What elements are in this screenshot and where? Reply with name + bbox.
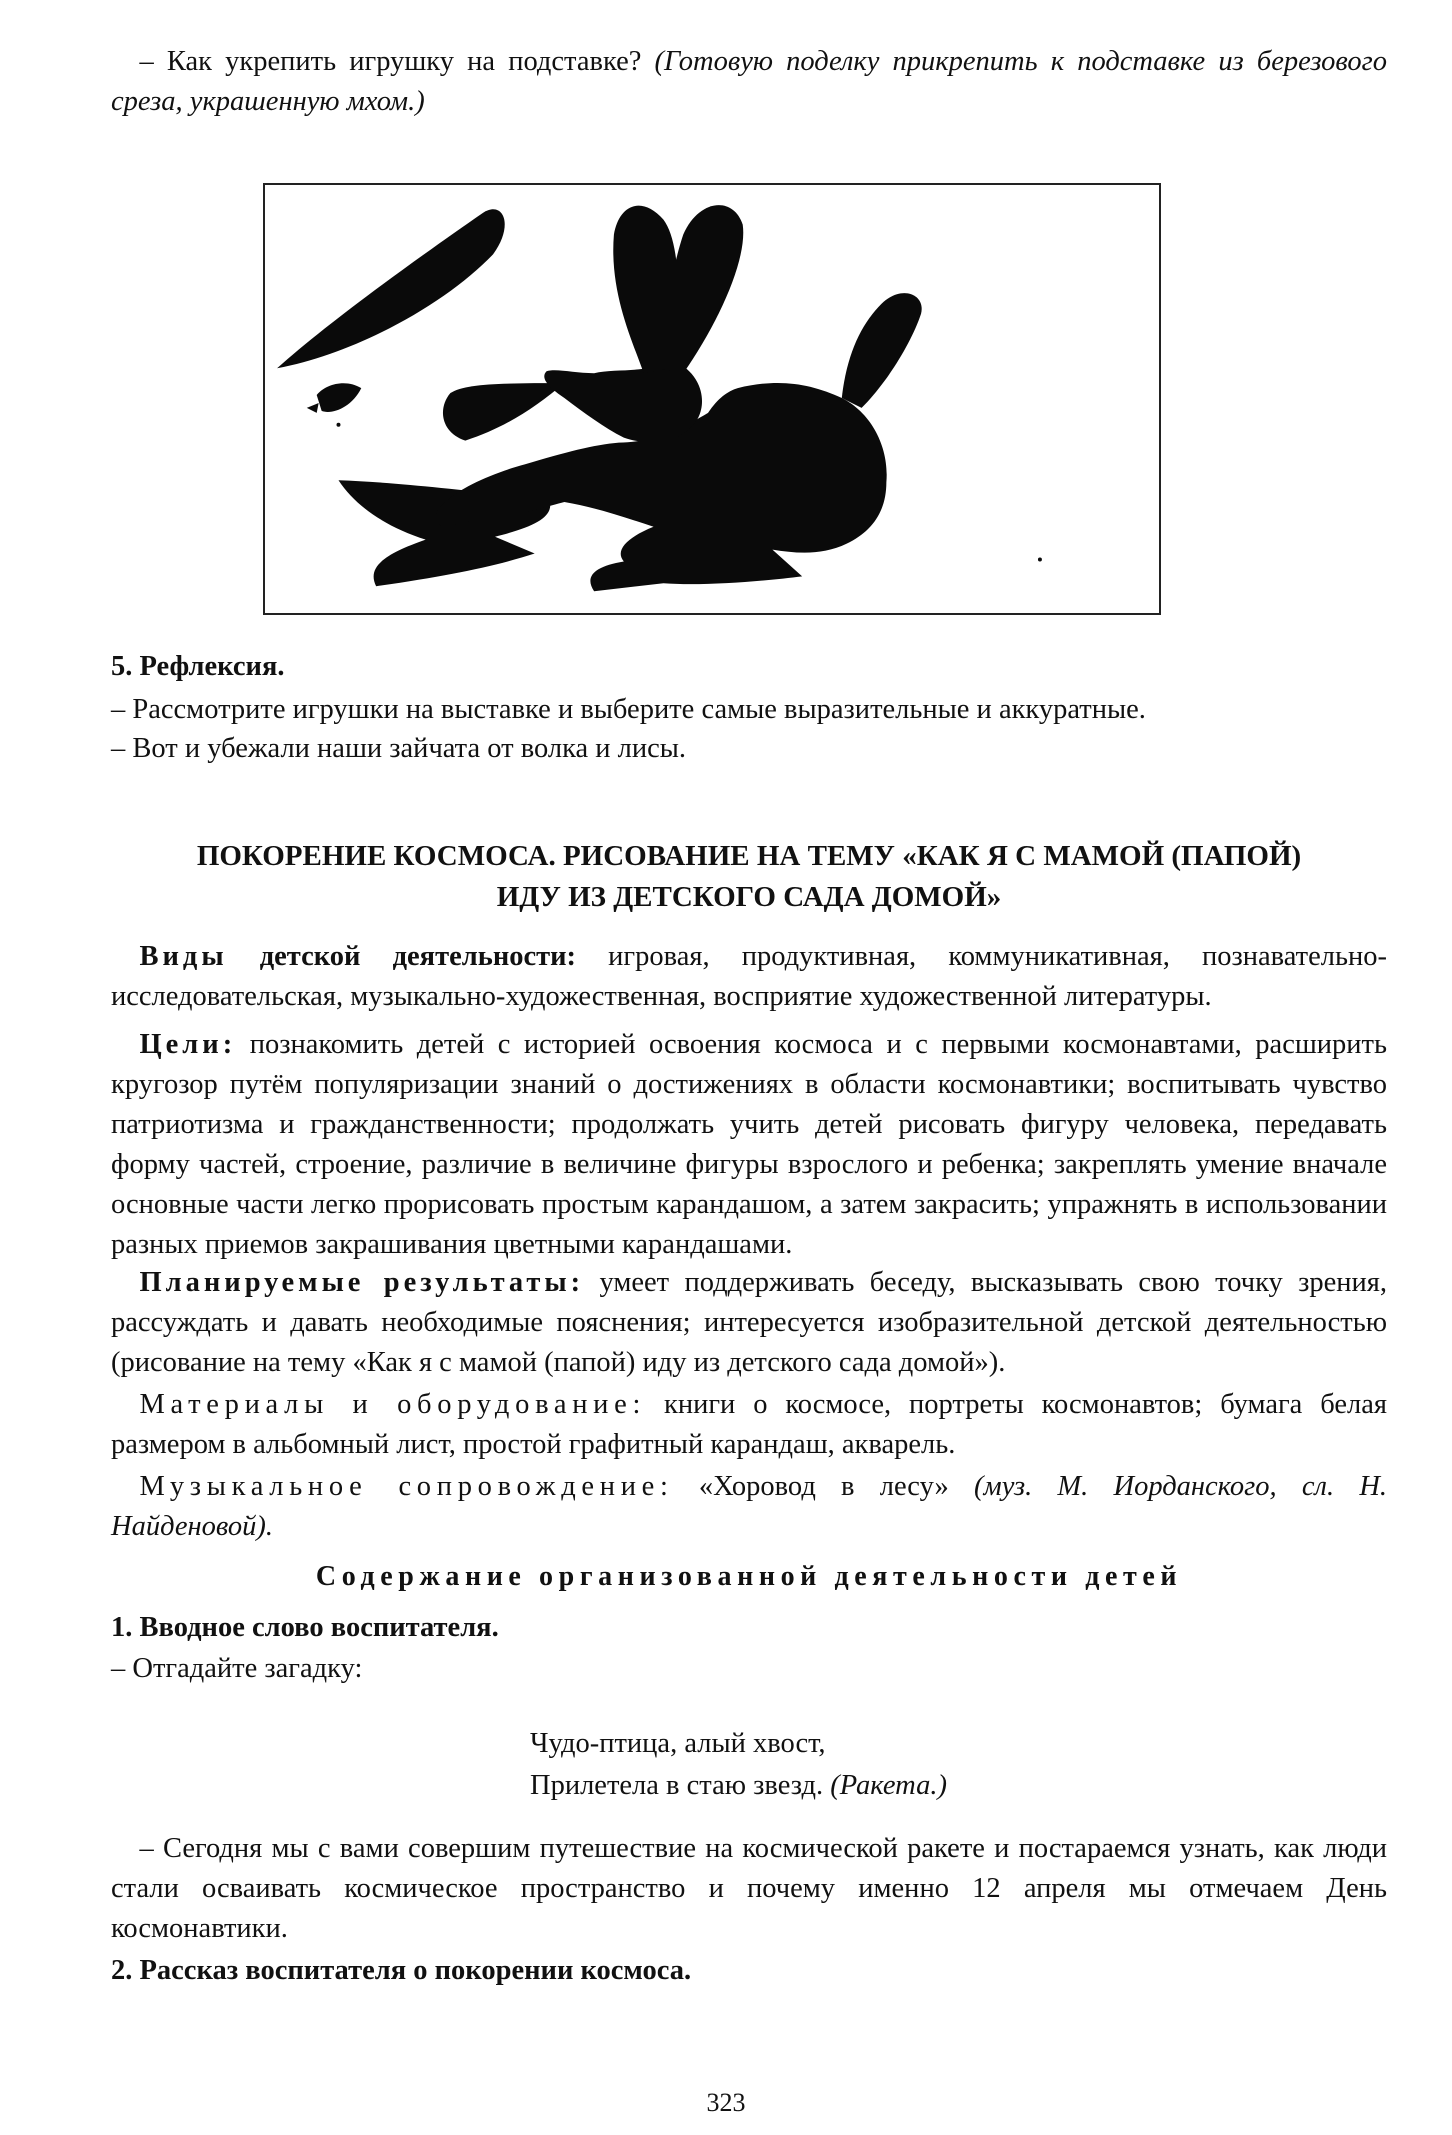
activities-label-spaced: Виды (139, 941, 228, 972)
lesson-title-line-2: ИДУ ИЗ ДЕТСКОГО САДА ДОМОЙ» (496, 881, 1002, 913)
goals-text: познакомить детей с историей освоения космоса и с первыми космонавтами, расширить кругозор путём популяризации знаний о достижениях в области космонавтики; воспитывать чувство патриотизма и гражданственности; продолжать учить детей рисовать фигуру человека, передавать форму частей, строение, различие в величине фигуры взрослого и ребенка; закреплять умение вначале основные части легко прорисовать простым карандашом, а затем закрасить; упражнять в использовании разных приемов закрашивания цветными карандашами. (111, 1029, 1387, 1260)
riddle (530, 1723, 947, 1807)
question-text: – Как укрепить игрушку на подставке? (139, 46, 655, 77)
riddle-line-2-text: Прилетела в стаю звезд. (530, 1770, 831, 1801)
reflection-line-2: – Вот и убежали наши зайчата от волка и лисы. (111, 733, 687, 764)
question-paragraph (111, 42, 1387, 122)
question-answer: (Готовую поделку прикрепить к подставке из березового среза, украшенную мхом.) (111, 46, 1387, 117)
riddle-answer: (Ракета.) (830, 1770, 947, 1801)
intro-prompt: – Отгадайте загадку: (111, 1653, 363, 1684)
intro-title: 1. Вводное слово воспитателя. (111, 1612, 499, 1643)
music-authors: (муз. М. Иорданского, сл. Н. Найденовой). (111, 1471, 1388, 1542)
story-title: 2. Рассказ воспитателя о покорении космоса. (111, 1955, 692, 1986)
activities-text: игровая, продуктивная, коммуникативная, познавательно-исследовательская, музыкально-художественная, восприятие художественной литературы. (111, 941, 1387, 1012)
goals-paragraph (111, 1025, 1387, 1265)
reflection-line-1: – Рассмотрите игрушки на выставке и выберите самые выразительные и аккуратные. (111, 694, 1146, 725)
lesson-title-line-1: ПОКОРЕНИЕ КОСМОСА. РИСОВАНИЕ НА ТЕМУ «КАК Я С МАМОЙ (ПАПОЙ) (196, 840, 1302, 872)
activities-label: детской деятельности: (227, 941, 577, 972)
materials-label: Материалы и оборудование: (139, 1389, 647, 1420)
music-text: «Хоровод в лесу» (673, 1471, 975, 1502)
reflection-title: 5. Рефлексия. (111, 651, 285, 682)
results-label: Планируемые результаты: (139, 1267, 585, 1298)
today-paragraph: – Сегодня мы с вами совершим путешествие на космической ракете и постараемся узнать, как люди стали осваивать космическое пространство и почему именно 12 апреля мы отмечаем День космонавтики. (111, 1833, 1387, 1944)
music-label: Музыкальное сопровождение: (139, 1471, 674, 1502)
results-paragraph (111, 1263, 1387, 1383)
music-paragraph (111, 1467, 1387, 1547)
page-number: 323 (706, 2088, 746, 2117)
content-heading: Содержание организованной деятельности детей (315, 1561, 1183, 1592)
goals-label: Цели: (139, 1029, 237, 1060)
materials-paragraph (111, 1385, 1387, 1465)
materials-text: книги о космосе, портреты космонавтов; бумага белая размером в альбомный лист, простой графитный карандаш, акварель. (111, 1389, 1387, 1460)
bunny-silhouette-illustration (265, 185, 1159, 613)
activities-paragraph (111, 937, 1387, 1017)
lesson-title (111, 836, 1387, 918)
results-text: умеет поддерживать беседу, высказывать свою точку зрения, рассуждать и давать необходимые пояснения; интересуется изобразительной детской деятельностью (рисование на тему «Как я с мамой (папой) иду из детского сада домой»). (111, 1267, 1387, 1378)
bunny-template-figure (263, 183, 1161, 615)
riddle-line-1: Чудо-птица, алый хвост, (530, 1728, 826, 1759)
riddle-line-2 (530, 1765, 947, 1807)
